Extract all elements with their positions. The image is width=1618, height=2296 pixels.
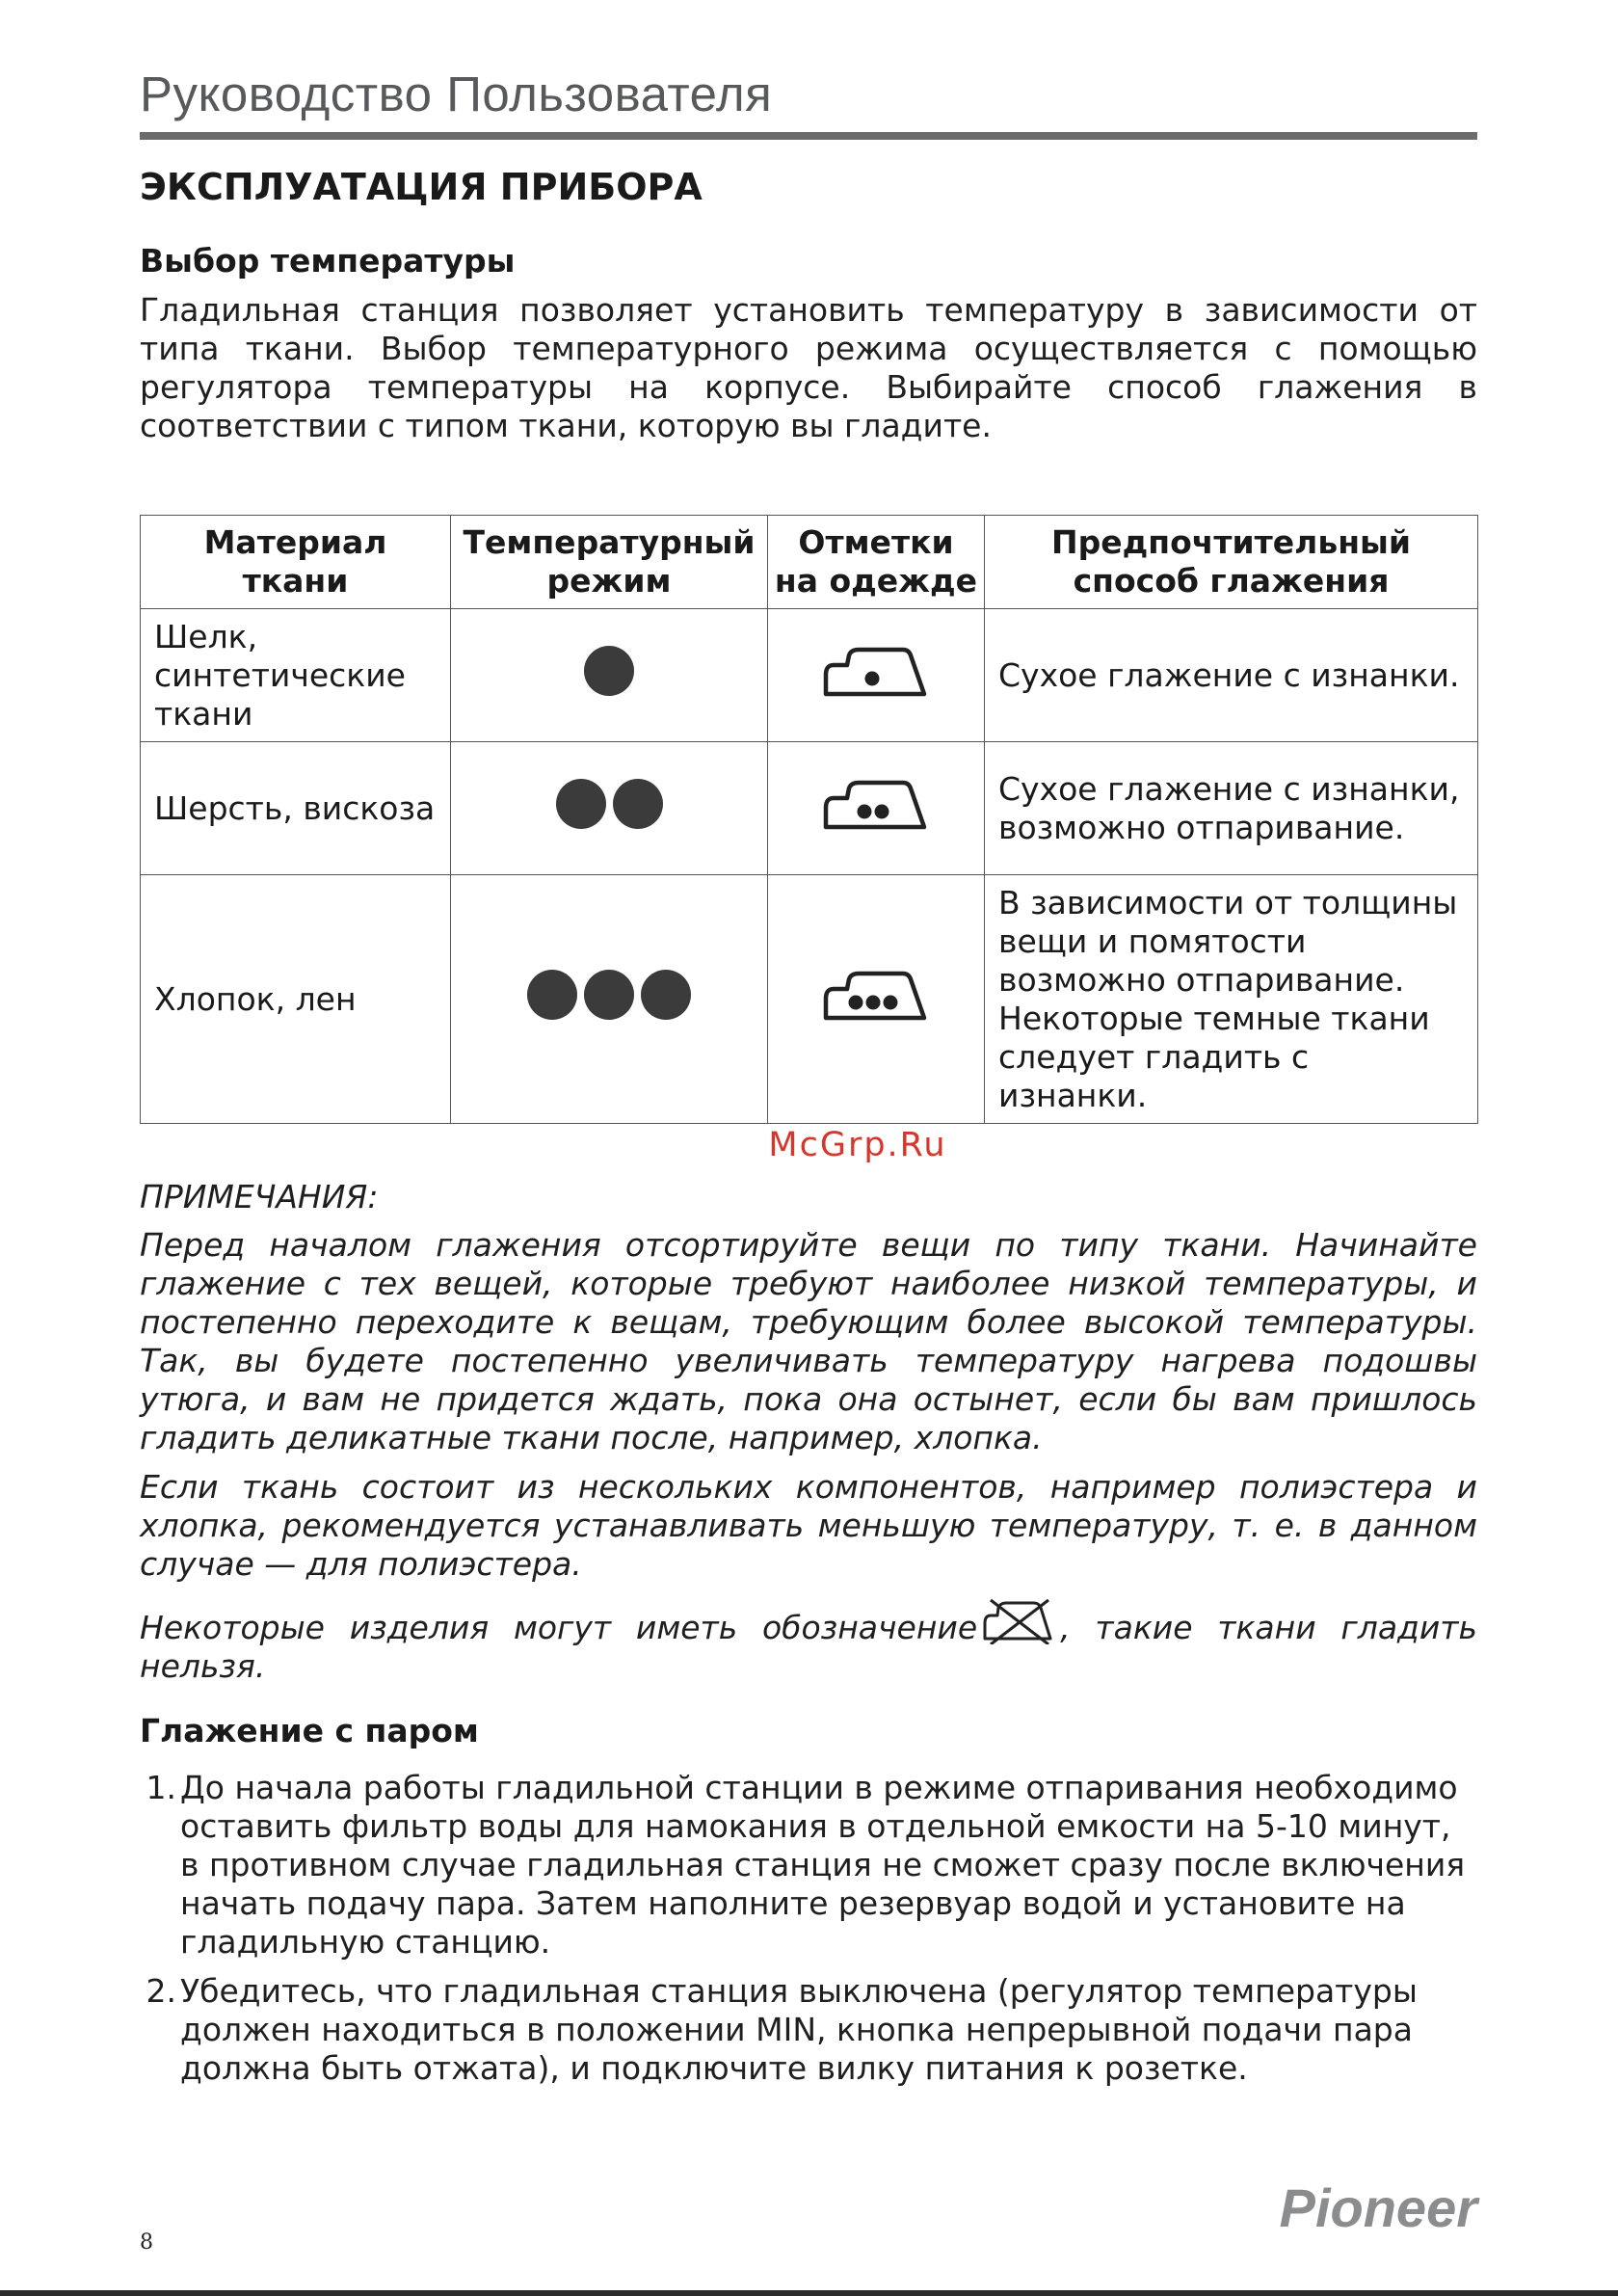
marks-cell: [768, 875, 985, 1124]
list-item: [140, 1769, 1477, 1962]
header-temperature: Температурный режим: [451, 516, 768, 609]
note-paragraph: Если ткань состоит из нескольких компонентов, например полиэстера и хлопка, рекомендуется устанавливать меньшую температуру, т. е. в данном случае — для полиэстера.: [140, 1468, 1477, 1583]
fabric-table: [140, 515, 1478, 1124]
brand-logo: Pioneer: [1279, 2177, 1477, 2238]
temperature-cell: [451, 875, 768, 1124]
temperature-cell: [451, 609, 768, 742]
temperature-dot: [613, 779, 663, 829]
notes: [140, 1178, 1477, 1696]
table-row: [141, 875, 1478, 1124]
temperature-dot: [584, 970, 634, 1020]
header-material: Материал ткани: [141, 516, 451, 609]
marks-cell: [768, 742, 985, 875]
document-title: Руководство Пользователя: [140, 67, 773, 121]
note-paragraph: Перед началом глажения отсортируйте вещи по типу ткани. Начинайте глажение с тех вещей, которые требуют наиболее низкой температуры, и постепенно переходите к вещам, требующим более высокой температуры. Так, вы будете постепенно увеличивать температуру нагрева подошвы утюга, и вам не придется ждать, пока она остынет, если бы вам пришлось гладить деликатные ткани после, например, хлопка.: [140, 1226, 1477, 1456]
watermark: McGrp.Ru: [768, 1126, 947, 1164]
section-title: ЭКСПЛУАТАЦИЯ ПРИБОРА: [140, 166, 703, 208]
temperature-dot: [641, 970, 691, 1020]
temperature-heading: Выбор температуры: [140, 242, 516, 280]
method-cell: В зависимости от толщины вещи и помятости возможно отпаривание. Некоторые темные ткани следует гладить с изнанки.: [985, 875, 1478, 1124]
table-row: [141, 742, 1478, 875]
material-cell: Шерсть, вискоза: [141, 742, 451, 875]
note-text: , такие ткани гладить нельзя.: [140, 1609, 1477, 1685]
table-row: [141, 609, 1478, 742]
temperature-dot: [584, 646, 634, 696]
step-number: 2.: [146, 1972, 176, 2010]
step-text: Убедитесь, что гладильная станция выключена (регулятор температуры должен находиться в положении MIN, кнопка непрерывной подачи пара должна быть отжата), и подключите вилку питания к розетке.: [180, 1972, 1418, 2087]
note-text: Некоторые изделия могут иметь обозначение: [140, 1609, 978, 1646]
header-marks: Отметки на одежде: [768, 516, 985, 609]
iron-one-dot-icon: [822, 644, 930, 698]
method-cell: Сухое глажение с изнанки, возможно отпаривание.: [985, 742, 1478, 875]
temperature-cell: [451, 742, 768, 875]
temperature-dots: [584, 646, 634, 696]
steam-heading: Глажение с паром: [140, 1712, 479, 1749]
notes-title: ПРИМЕЧАНИЯ:: [140, 1178, 379, 1215]
header-method: Предпочтительный способ глажения: [985, 516, 1478, 609]
iron-two-dots-icon: [822, 777, 930, 831]
step-text: До начала работы гладильной станции в режиме отпаривания необходимо оставить фильтр воды для намокания в отдельной емкости на 5-10 минут, в противном случае гладильная станция не сможет сразу после включения начать подачу пара. Затем наполните резервуар водой и установите на гладильную станцию.: [180, 1769, 1466, 1961]
material-cell: Шелк, синтетические ткани: [141, 609, 451, 742]
temperature-dots: [527, 970, 691, 1020]
temperature-dot: [527, 970, 577, 1020]
steam-steps: [140, 1769, 1477, 2098]
iron-three-dots-icon: [822, 968, 930, 1022]
title-rule: [140, 132, 1477, 140]
note-paragraph: [140, 1594, 1477, 1686]
material-cell: Хлопок, лен: [141, 875, 451, 1124]
temperature-dot: [556, 779, 606, 829]
bottom-rule: [0, 2290, 1618, 2296]
temperature-intro: Гладильная станция позволяет установить температуру в зависимости от типа ткани. Выбор температурного режима осуществляется с помощью регулятора температуры на корпусе. Выбирайте способ глажения в соответствии с типом ткани, которую вы гладите.: [140, 291, 1477, 444]
temperature-dots: [556, 779, 663, 829]
no-iron-icon: [981, 1594, 1056, 1644]
table-header-row: [141, 516, 1478, 609]
list-item: [140, 1972, 1477, 2088]
method-cell: Сухое глажение с изнанки.: [985, 609, 1478, 742]
step-number: 1.: [146, 1769, 176, 1806]
page-number: 8: [140, 2230, 153, 2255]
marks-cell: [768, 609, 985, 742]
